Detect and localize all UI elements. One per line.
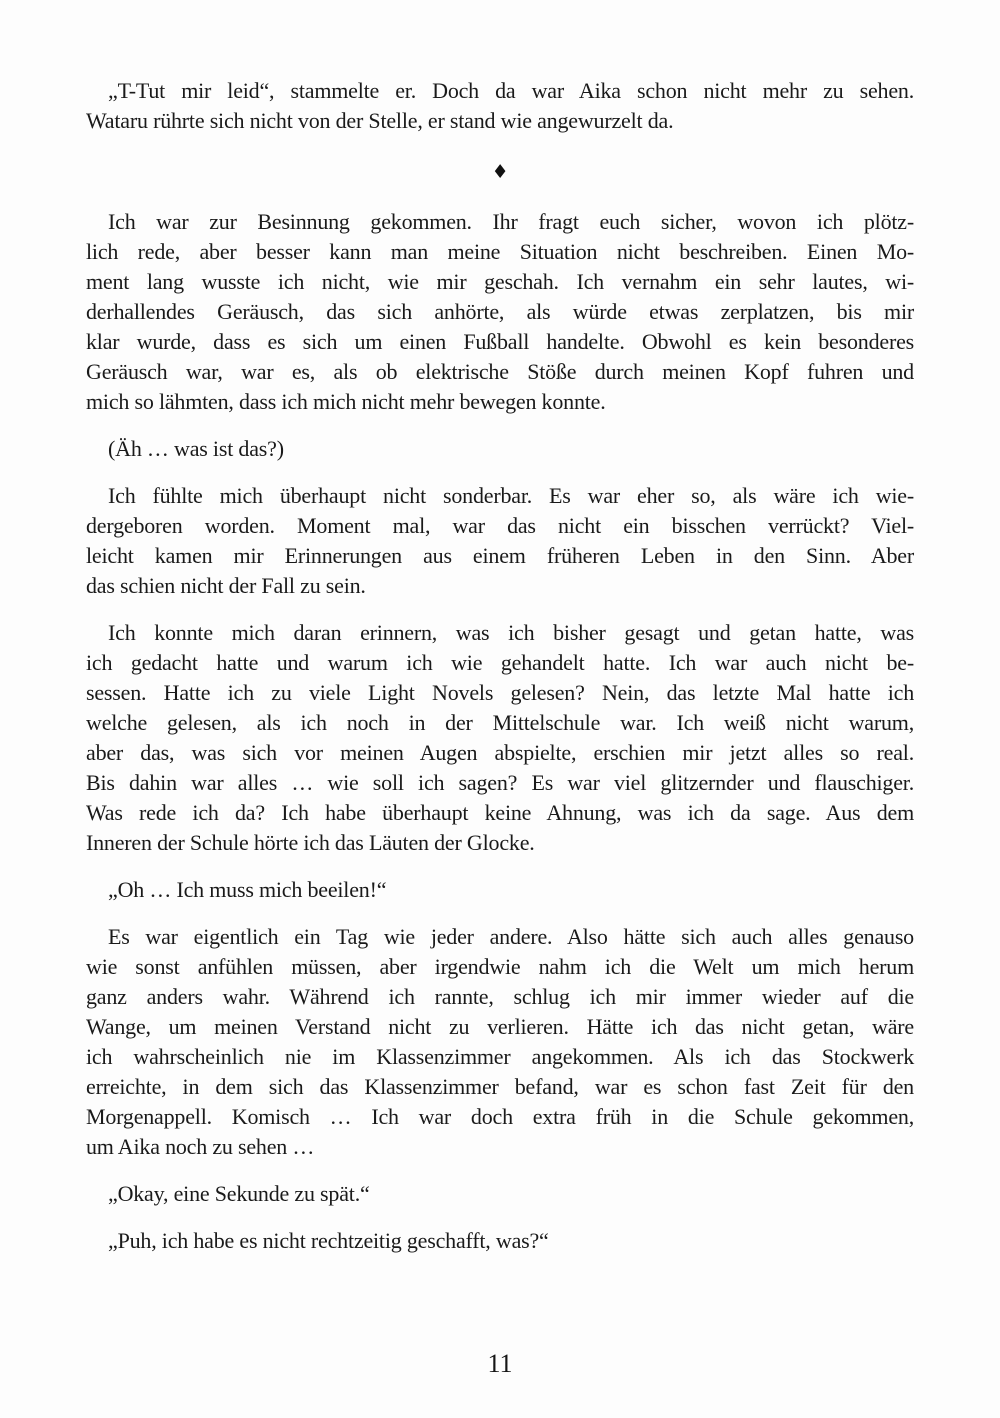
paragraph <box>86 434 914 464</box>
text-line: um Aika noch zu sehen … <box>86 1134 315 1159</box>
paragraph <box>86 481 914 601</box>
text-line: Was rede ich da? Ich habe überhaupt keine Ahnung, was ich da sage. Aus dem <box>86 800 914 825</box>
diamond-icon: ♦ <box>491 160 509 183</box>
text-line: dergeboren worden. Moment mal, war das nicht ein bisschen verrückt? Viel- <box>86 513 914 538</box>
text-line: leicht kamen mir Erinnerungen aus einem früheren Leben in den Sinn. Aber <box>86 543 914 568</box>
paragraph <box>86 207 914 417</box>
text-line: Morgenappell. Komisch … Ich war doch extra früh in die Schule gekommen, <box>86 1104 914 1129</box>
page-number: 11 <box>487 1349 513 1378</box>
text-line: „T-Tut mir leid“, stammelte er. Doch da war Aika schon nicht mehr zu sehen. <box>108 78 914 103</box>
paragraph <box>86 875 914 905</box>
paragraph <box>86 1226 914 1256</box>
text-line: „Puh, ich habe es nicht rechtzeitig geschafft, was?“ <box>108 1228 549 1253</box>
text-line: Geräusch war, war es, als ob elektrische Stöße durch meinen Kopf fuhren und <box>86 359 914 384</box>
text-line: ganz anders wahr. Während ich rannte, schlug ich mir immer wieder auf die <box>86 984 914 1009</box>
text-line: „Okay, eine Sekunde zu spät.“ <box>108 1181 370 1206</box>
text-line: das schien nicht der Fall zu sein. <box>86 573 366 598</box>
text-line: klar wurde, dass es sich um einen Fußball handelte. Obwohl es kein besonderes <box>86 329 914 354</box>
text-line: ich gedacht hatte und warum ich wie gehandelt hatte. Ich war auch nicht be- <box>86 650 914 675</box>
paragraph <box>86 76 914 136</box>
text-line: aber das, was sich vor meinen Augen abspielte, erschien mir jetzt alles so real. <box>86 740 914 765</box>
paragraph <box>86 618 914 858</box>
paragraph <box>86 1179 914 1209</box>
text-line: derhallendes Geräusch, das sich anhörte, als würde etwas zerplatzen, bis mir <box>86 299 914 324</box>
text-line: Ich konnte mich daran erinnern, was ich bisher gesagt und getan hatte, was <box>108 620 914 645</box>
text-line: ich wahrscheinlich nie im Klassenzimmer angekommen. Als ich das Stockwerk <box>86 1044 914 1069</box>
text-line: Es war eigentlich ein Tag wie jeder andere. Also hätte sich auch alles genauso <box>108 924 914 949</box>
text-line: „Oh … Ich muss mich beeilen!“ <box>108 877 387 902</box>
text-line: sessen. Hatte ich zu viele Light Novels gelesen? Nein, das letzte Mal hatte ich <box>86 680 914 705</box>
section-separator <box>86 136 914 207</box>
text-line: Ich war zur Besinnung gekommen. Ihr fragt euch sicher, wovon ich plötz- <box>108 209 914 234</box>
text-line: lich rede, aber besser kann man meine Situation nicht beschreiben. Einen Mo- <box>86 239 914 264</box>
text-line: Ich fühlte mich überhaupt nicht sonderbar. Es war eher so, als wäre ich wie- <box>108 483 914 508</box>
text-line: ment lang wusste ich nicht, wie mir geschah. Ich vernahm ein sehr lautes, wi- <box>86 269 914 294</box>
paragraph <box>86 922 914 1162</box>
text-line: (Äh … was ist das?) <box>108 436 284 461</box>
text-line: Wange, um meinen Verstand nicht zu verlieren. Hätte ich das nicht getan, wäre <box>86 1014 914 1039</box>
text-line: welche gelesen, als ich noch in der Mittelschule war. Ich weiß nicht warum, <box>86 710 914 735</box>
text-line: wie sonst anfühlen müssen, aber irgendwie nahm ich die Welt um mich herum <box>86 954 914 979</box>
text-line: mich so lähmten, dass ich mich nicht mehr bewegen konnte. <box>86 389 606 414</box>
text-line: erreichte, in dem sich das Klassenzimmer befand, war es schon fast Zeit für den <box>86 1074 914 1099</box>
text-line: Bis dahin war alles … wie soll ich sagen? Es war viel glitzernder und flauschiger. <box>86 770 914 795</box>
text-column <box>86 76 914 1256</box>
text-line: Wataru rührte sich nicht von der Stelle, er stand wie angewurzelt da. <box>86 108 674 133</box>
text-line: Inneren der Schule hörte ich das Läuten der Glocke. <box>86 830 535 855</box>
